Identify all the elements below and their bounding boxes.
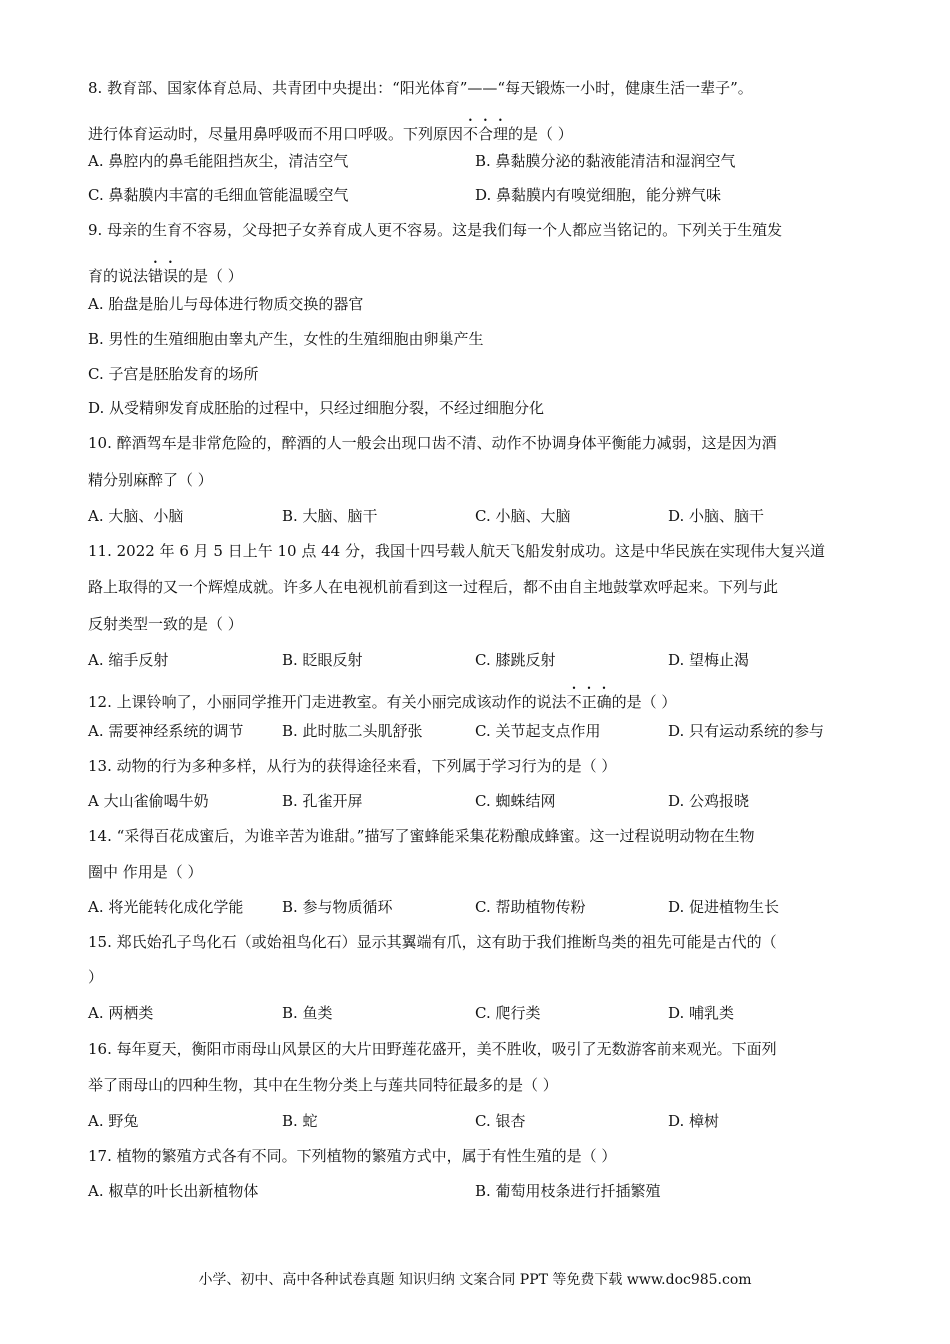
question-10-option-d: D. 小脑、脑干 bbox=[668, 507, 765, 525]
question-9-option-b: B. 男性的生殖细胞由睾丸产生，女性的生殖细胞由卵巢产生 bbox=[88, 330, 484, 348]
question-13-line-1: 13. 动物的行为多种多样，从行为的获得途径来看，下列属于学习行为的是（ ） bbox=[88, 757, 617, 775]
question-11-option-d: D. 望梅止渴 bbox=[668, 651, 750, 669]
question-16-option-a: A. 野兔 bbox=[88, 1112, 139, 1130]
question-8-option-c: C. 鼻黏膜内丰富的毛细血管能温暖空气 bbox=[88, 186, 349, 204]
question-8-line-2: 进行体育运动时，尽量用鼻呼吸而不用口呼吸。下列原因不合理的是（ ） bbox=[88, 125, 573, 143]
question-17-line-1: 17. 植物的繁殖方式各有不同。下列植物的繁殖方式中，属于有性生殖的是（ ） bbox=[88, 1147, 617, 1165]
question-8-option-d: D. 鼻黏膜内有嗅觉细胞，能分辨气味 bbox=[475, 186, 722, 204]
question-14-line-1: 14. “采得百花成蜜后，为谁辛苦为谁甜。”描写了蜜蜂能采集花粉酿成蜂蜜。这一过程说明动物在生物 bbox=[88, 827, 755, 845]
question-12-option-d: D. 只有运动系统的参与 bbox=[668, 722, 825, 740]
question-14-option-b: B. 参与物质循环 bbox=[282, 898, 393, 916]
question-11-option-c: C. 膝跳反射 bbox=[475, 651, 556, 669]
question-10-option-c: C. 小脑、大脑 bbox=[475, 507, 571, 525]
question-14-line-2: 圈中 作用是（ ） bbox=[88, 863, 203, 881]
question-15-line-1: 15. 郑氏始孔子鸟化石（或始祖鸟化石）显示其翼端有爪，这有助于我们推断鸟类的祖先可能是古代的（ bbox=[88, 933, 777, 951]
question-12-option-c: C. 关节起支点作用 bbox=[475, 722, 601, 740]
question-9-line-1: 9. 母亲的生育不容易，父母把子女养育成人更不容易。这是我们每一个人都应当铭记的。下列关于生殖发 bbox=[88, 221, 783, 239]
question-8-option-b: B. 鼻黏膜分泌的黏液能清洁和湿润空气 bbox=[475, 152, 736, 170]
question-16-option-c: C. 银杏 bbox=[475, 1112, 526, 1130]
question-13-option-b: B. 孔雀开屏 bbox=[282, 792, 363, 810]
question-10-option-b: B. 大脑、脑干 bbox=[282, 507, 378, 525]
question-16-option-d: D. 樟树 bbox=[668, 1112, 720, 1130]
question-13-option-d: D. 公鸡报晓 bbox=[668, 792, 750, 810]
question-13-option-c: C. 蜘蛛结网 bbox=[475, 792, 556, 810]
question-9-option-a: A. 胎盘是胎儿与母体进行物质交换的器官 bbox=[88, 295, 364, 313]
question-16-line-2: 举了雨母山的四种生物，其中在生物分类上与莲共同特征最多的是（ ） bbox=[88, 1076, 558, 1094]
question-9-option-c: C. 子宫是胚胎发育的场所 bbox=[88, 365, 259, 383]
question-14-option-c: C. 帮助植物传粉 bbox=[475, 898, 586, 916]
question-8-option-a: A. 鼻腔内的鼻毛能阻挡灰尘，清洁空气 bbox=[88, 152, 349, 170]
question-8-line-1: 8. 教育部、国家体育总局、共青团中央提出：“阳光体育”——“每天锻炼一小时，健康生活一辈子”。 bbox=[88, 79, 753, 97]
page-footer: 小学、初中、高中各种试卷真题 知识归纳 文案合同 PPT 等免费下载 www.doc985.com bbox=[198, 1272, 752, 1288]
question-17-option-a: A. 椒草的叶长出新植物体 bbox=[88, 1182, 259, 1200]
question-10-line-1: 10. 醉酒驾车是非常危险的，醉酒的人一般会出现口齿不清、动作不协调身体平衡能力减弱，这是因为酒 bbox=[88, 434, 777, 452]
question-11-line-2: 路上取得的又一个辉煌成就。许多人在电视机前看到这一过程后，都不由自主地鼓掌欢呼起来。下列与此 bbox=[88, 578, 779, 596]
question-16-line-1: 16. 每年夏天，衡阳市雨母山风景区的大片田野莲花盛开，美不胜收，吸引了无数游客前来观光。下面列 bbox=[88, 1040, 777, 1058]
question-17-option-b: B. 葡萄用枝条进行扦插繁殖 bbox=[475, 1182, 661, 1200]
question-9-option-d: D. 从受精卵发育成胚胎的过程中，只经过细胞分裂，不经过细胞分化 bbox=[88, 399, 545, 417]
question-9-line-2: 育的说法错误的是（ ） bbox=[88, 267, 243, 285]
question-12-line-1: 12. 上课铃响了，小丽同学推开门走进教室。有关小丽完成该动作的说法不正确的是（ ） bbox=[88, 693, 677, 711]
question-13-option-a: A 大山雀偷喝牛奶 bbox=[88, 792, 209, 810]
question-12-option-a: A. 需要神经系统的调节 bbox=[88, 722, 244, 740]
question-10-option-a: A. 大脑、小脑 bbox=[88, 507, 184, 525]
question-15-option-a: A. 两栖类 bbox=[88, 1004, 154, 1022]
question-11-option-a: A. 缩手反射 bbox=[88, 651, 169, 669]
question-14-option-a: A. 将光能转化成化学能 bbox=[88, 898, 244, 916]
question-15-option-c: C. 爬行类 bbox=[475, 1004, 541, 1022]
question-15-option-b: B. 鱼类 bbox=[282, 1004, 333, 1022]
question-11-line-1: 11. 2022 年 6 月 5 日上午 10 点 44 分，我国十四号载人航天飞船发射成功。这是中华民族在实现伟大复兴道 bbox=[88, 542, 825, 560]
question-10-line-2: 精分别麻醉了（ ） bbox=[88, 471, 213, 489]
question-15-line-2: ） bbox=[88, 968, 104, 986]
question-14-option-d: D. 促进植物生长 bbox=[668, 898, 780, 916]
question-11-option-b: B. 眨眼反射 bbox=[282, 651, 363, 669]
question-12-option-b: B. 此时肱二头肌舒张 bbox=[282, 722, 423, 740]
question-16-option-b: B. 蛇 bbox=[282, 1112, 318, 1130]
question-15-option-d: D. 哺乳类 bbox=[668, 1004, 735, 1022]
question-11-line-3: 反射类型一致的是（ ） bbox=[88, 615, 243, 633]
